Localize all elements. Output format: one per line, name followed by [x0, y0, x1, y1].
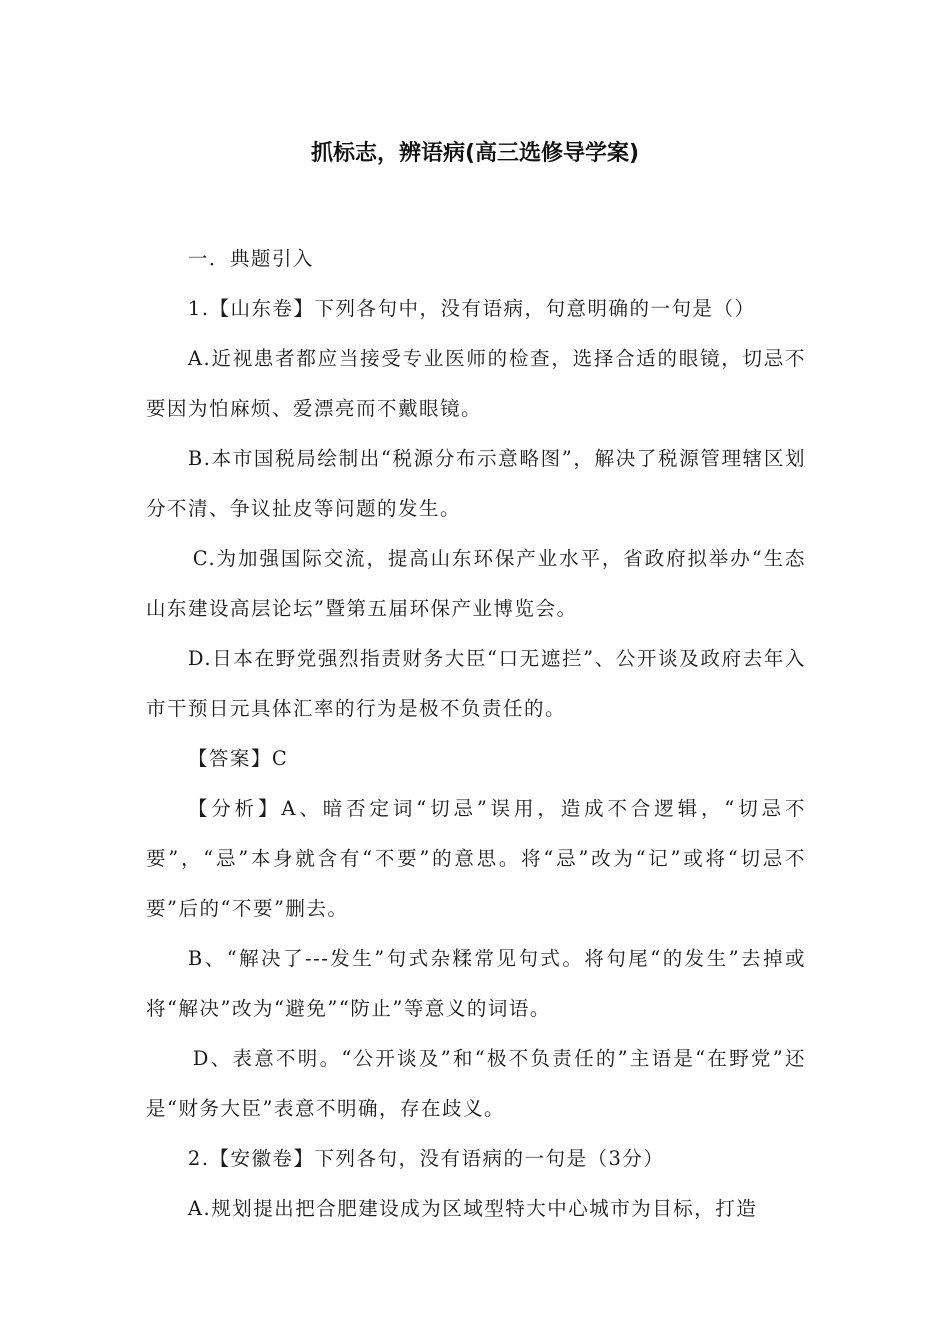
question-1-option-c: C.为加强国际交流，提高山东环保产业水平，省政府拟举办“生态山东建设高层论坛”暨第五届环保产业博览会。	[146, 547, 806, 620]
question-1-option-b: B.本市国税局绘制出“税源分布示意略图”，解决了税源管理辖区划分不清、争议扯皮等问题的发生。	[146, 447, 806, 520]
question-2-stem: 2.【安徽卷】下列各句，没有语病的一句是（3分）	[187, 1147, 665, 1170]
question-1-answer: 【答案】C	[187, 747, 289, 770]
question-2-option-a: A.规划提出把合肥建设成为区域型特大中心城市为目标，打造	[187, 1197, 758, 1220]
section-heading: 一．典题引入	[187, 247, 314, 270]
question-1-stem: 1.【山东卷】下列各句中，没有语病，句意明确的一句是（）	[187, 297, 756, 320]
question-1-analysis-b: B、“解决了---发生”句式杂糅常见句式。将句尾“的发生”去掉或将“解决”改为“避免”“防止”等意义的词语。	[146, 947, 806, 1020]
document-body	[146, 234, 806, 1234]
document-title: 抓标志，辨语病(高三选修导学案)	[310, 141, 640, 166]
question-1-analysis-a: 【分析】A、暗否定词“切忌”误用，造成不合逻辑，“切忌不要”，“忌”本身就含有“不要”的意思。将“忌”改为“记”或将“切忌不要”后的“不要”删去。	[146, 797, 806, 920]
question-1-option-a: A.近视患者都应当接受专业医师的检查，选择合适的眼镜，切忌不要因为怕麻烦、爱漂亮而不戴眼镜。	[146, 347, 806, 420]
question-1-option-d: D.日本在野党强烈指责财务大臣“口无遮拦”、公开谈及政府去年入市干预日元具体汇率的行为是极不负责任的。	[146, 647, 806, 720]
question-1-analysis-d: D、表意不明。“公开谈及”和“极不负责任的”主语是“在野党”还是“财务大臣”表意不明确，存在歧义。	[146, 1047, 806, 1120]
